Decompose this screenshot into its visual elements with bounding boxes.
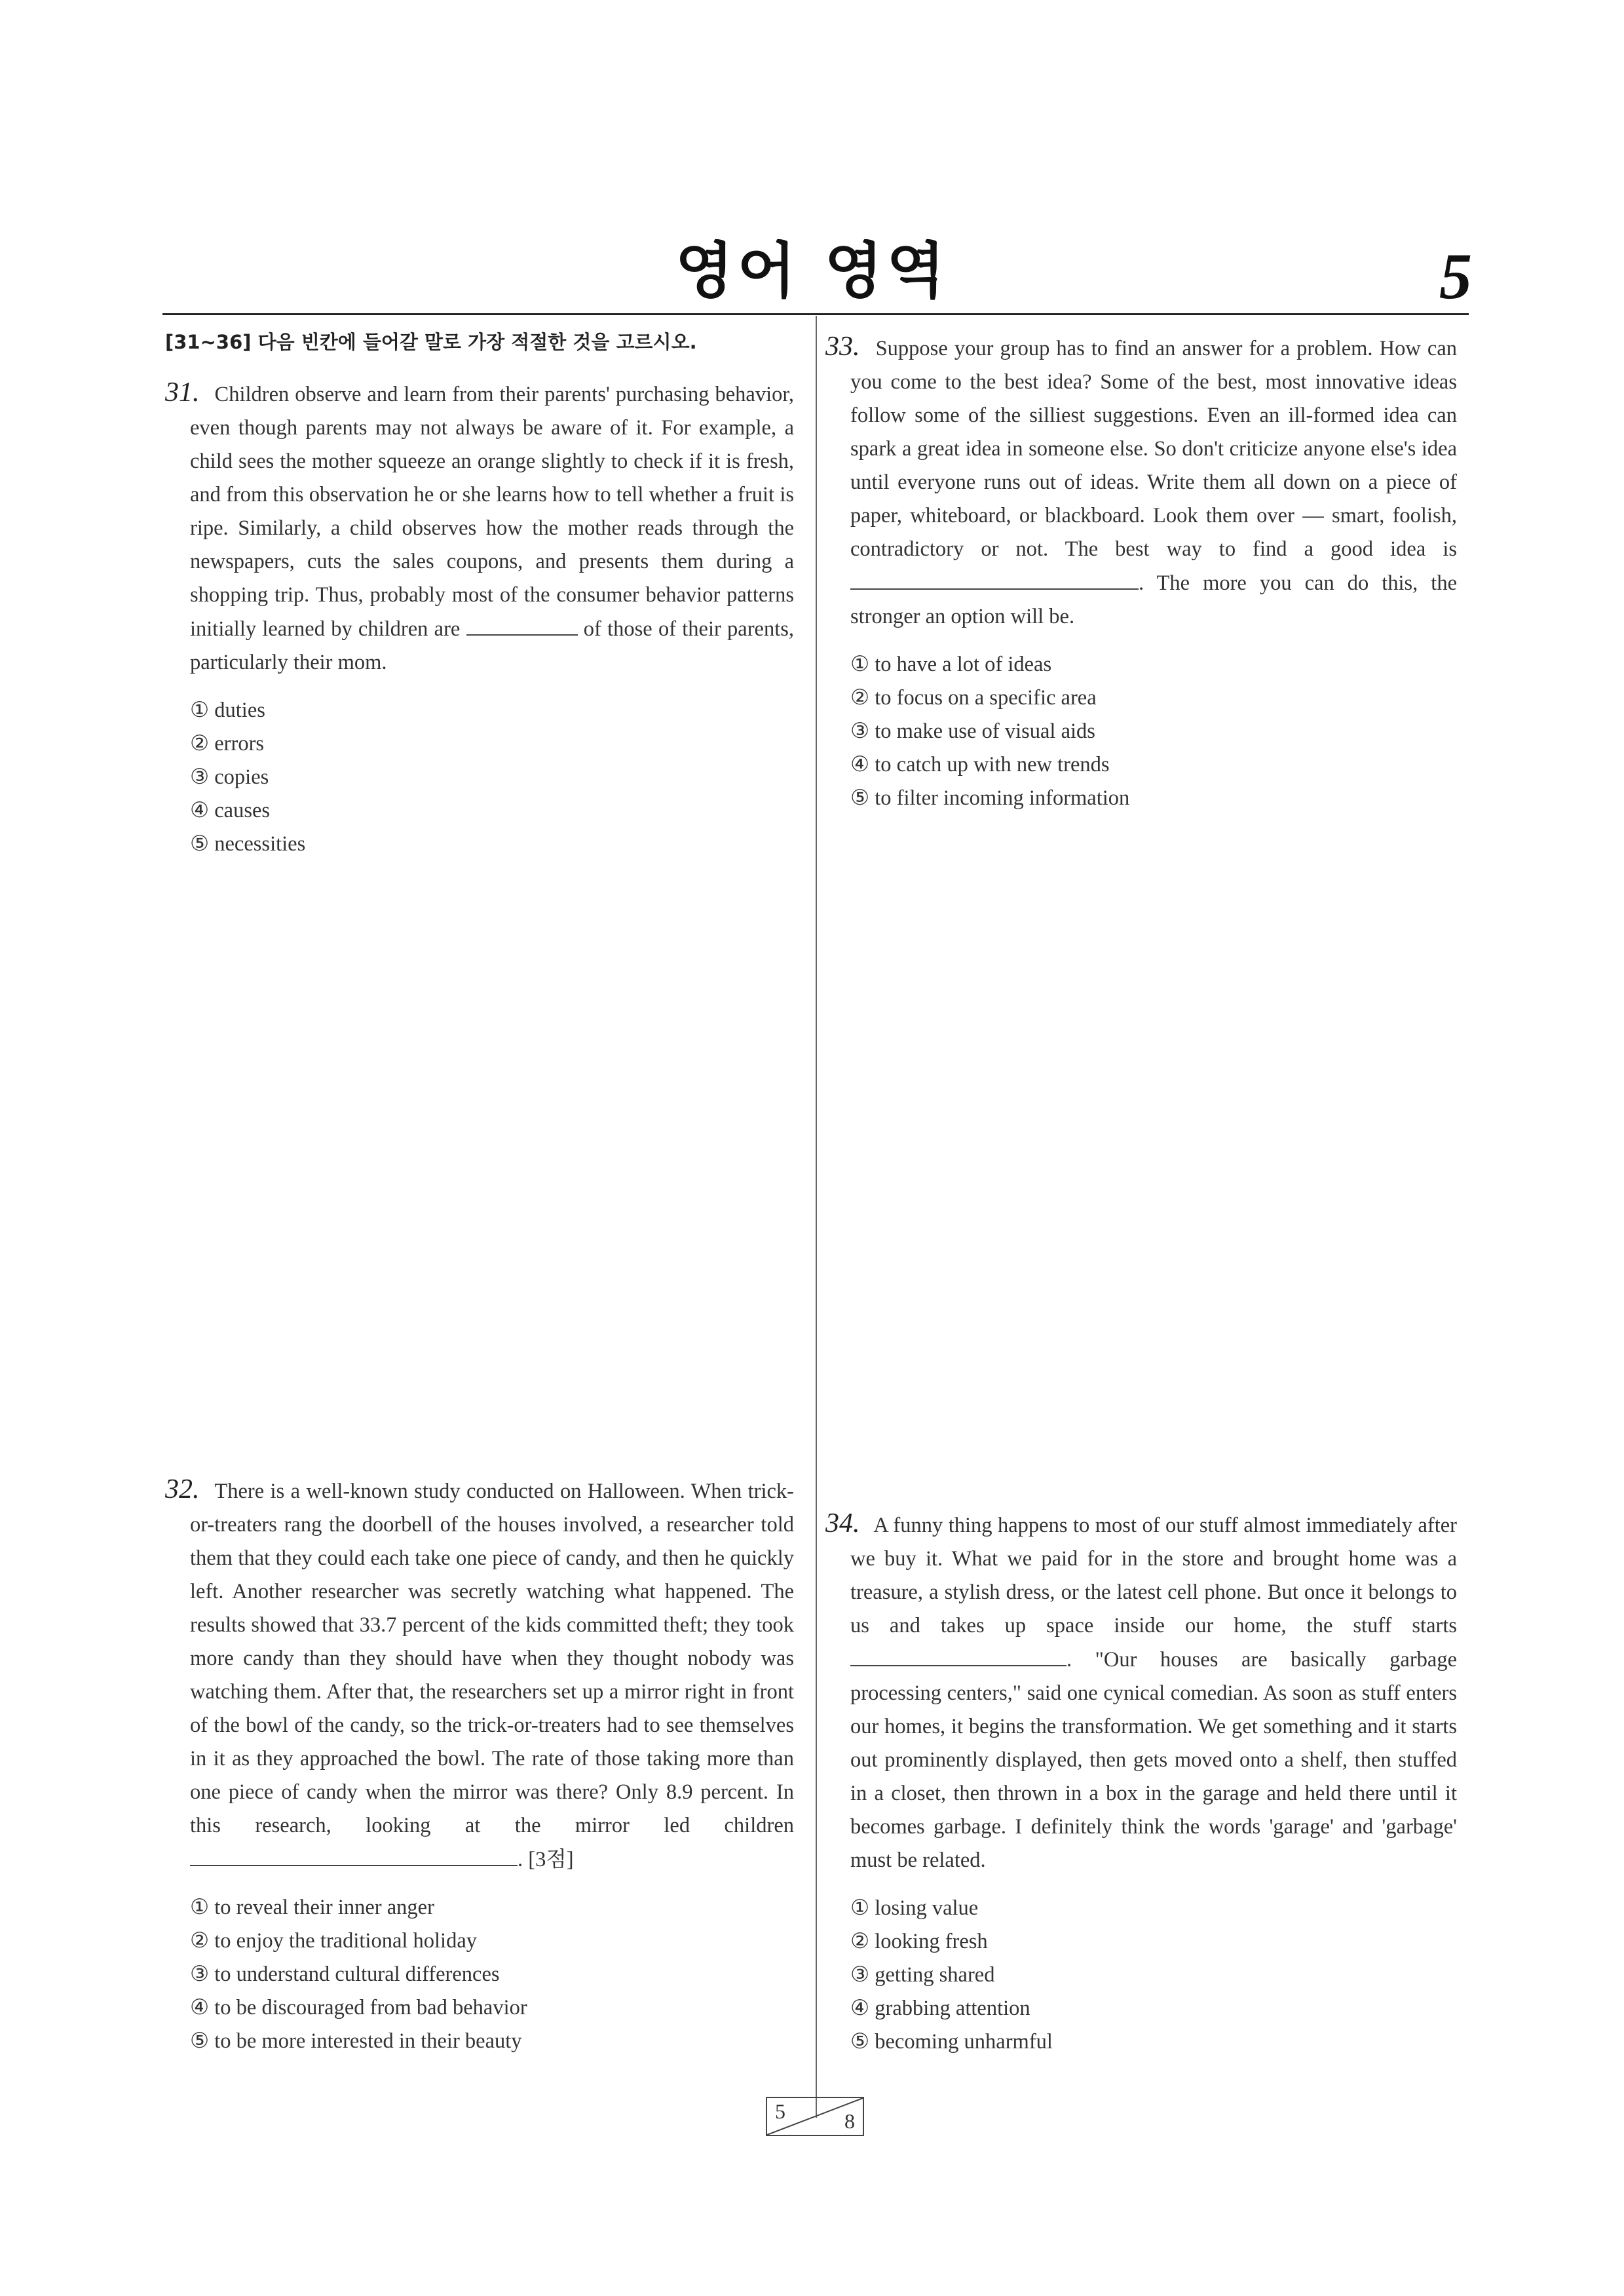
question-33-choices [825,648,1457,815]
header-rule [162,313,1469,315]
question-31-choice-3[interactable]: ③ copies [190,765,269,789]
question-32 [165,1473,794,2058]
question-34-number: 34. [825,1508,860,1539]
question-34 [825,1507,1457,2059]
total-pages-number: 8 [844,2109,855,2133]
page-number: 5 [1439,240,1472,313]
question-31-choice-5[interactable]: ⑤ necessities [190,832,306,856]
page-title: 영어 영역 [675,236,949,306]
question-33-text-after: . The more you can do this, the stronger an option will be. [850,571,1457,628]
question-34-passage [825,1507,1457,1877]
section-instruction: [31~36] 다음 빈칸에 들어갈 말로 가장 적절한 것을 고르시오. [165,331,697,353]
question-34-choice-3[interactable]: ③ getting shared [850,1963,995,1987]
question-32-text-before: There is a well-known study conducted on Halloween. When trick-or-treaters rang the doorbell of the houses involved, a researcher told them that they could each take one piece of candy, and then he quickly left. Another researcher was secretly watching what happened. The results showed that 33.7 percent of the kids committed theft; they took more candy than they should have when they thought nobody was watching them. After that, the researchers set up a mirror right in front of the bowl of the candy, so the trick-or-treaters had to see themselves in it as they approached the bowl. The rate of those taking more than one piece of candy when the mirror was there? Only 8.9 percent. In this research, looking at the mirror led children [190,1480,794,1837]
question-34-choice-2[interactable]: ② looking fresh [850,1930,988,1953]
question-33-choice-3[interactable]: ③ to make use of visual aids [850,719,1095,743]
question-33-choice-5[interactable]: ⑤ to filter incoming information [850,786,1130,810]
question-31-choices [165,694,794,861]
current-page-number: 5 [775,2099,785,2123]
question-31-number: 31. [165,377,200,408]
question-32-choice-3[interactable]: ③ to understand cultural differences [190,1962,500,1986]
question-31 [165,376,794,861]
question-32-choice-4[interactable]: ④ to be discouraged from bad behavior [190,1996,527,2019]
question-33-choice-4[interactable]: ④ to catch up with new trends [850,753,1110,776]
question-32-choices [165,1891,794,2058]
question-34-choice-1[interactable]: ① losing value [850,1896,979,1920]
question-32-choice-5[interactable]: ⑤ to be more interested in their beauty [190,2029,522,2053]
question-34-text-before: A funny thing happens to most of our stuff almost immediately after we buy it. What we paid for in the store and brought home was a treasure, a stylish dress, or the latest cell phone. But once it belongs to us and takes up space inside our home, the stuff starts [850,1514,1457,1637]
question-32-choice-1[interactable]: ① to reveal their inner anger [190,1896,434,1919]
question-34-choice-4[interactable]: ④ grabbing attention [850,1997,1030,2020]
question-34-text-after: . "Our houses are basically garbage processing centers," said one cynical comedian. As soon as stuff enters our homes, it begins the transformation. We get something and it starts out prominently displayed, then gets moved onto a shelf, then stuffed in a closet, then thrown in a box in the garage and held there until it becomes garbage. I definitely think the words 'garage' and 'garbage' must be related. [850,1648,1457,1872]
question-31-passage [165,376,794,679]
question-33-number: 33. [825,332,860,362]
question-33-choice-1[interactable]: ① to have a lot of ideas [850,653,1052,676]
question-31-text-before: Children observe and learn from their parents' purchasing behavior, even though parents may not always be aware of it. For example, a child sees the mother squeeze an orange slightly to check if it is fresh, and from this observation he or she learns how to tell whether a fruit is ripe. Similarly, a child observes how the mother reads through the newspapers, cuts the sales coupons, and presents them during a shopping trip. Thus, probably most of the consumer behavior patterns initially learned by children are [190,383,794,641]
page-indicator [766,2097,864,2136]
question-31-choice-1[interactable]: ① duties [190,698,265,722]
question-33 [825,330,1457,815]
question-34-choice-5[interactable]: ⑤ becoming unharmful [850,2030,1053,2054]
question-33-passage [825,330,1457,634]
question-34-blank [850,1643,1067,1666]
question-32-number: 32. [165,1474,200,1504]
question-31-text-after: of those of their parents, particularly their mom. [190,617,795,674]
question-31-choice-2[interactable]: ② errors [190,732,265,756]
question-32-blank [190,1843,518,1866]
question-34-choices [825,1892,1457,2059]
column-divider [816,316,817,2118]
question-31-blank [466,612,578,636]
question-32-text-after: . [3점] [518,1848,574,1871]
question-33-text-before: Suppose your group has to find an answer for a problem. How can you come to the best idea? Some of the best, most innovative ideas follow some of the silliest suggestions. Even an ill-formed idea can spark a great idea in someone else. So don't criticize anyone else's idea until everyone runs out of ideas. Write them all down on a piece of paper, whiteboard, or blackboard. Look them over — smart, foolish, contradictory or not. The best way to find a good idea is [850,337,1458,561]
question-32-passage [165,1473,794,1877]
question-31-choice-4[interactable]: ④ causes [190,799,271,822]
question-33-blank [850,566,1139,590]
question-32-choice-2[interactable]: ② to enjoy the traditional holiday [190,1929,478,1953]
question-33-choice-2[interactable]: ② to focus on a specific area [850,686,1097,710]
